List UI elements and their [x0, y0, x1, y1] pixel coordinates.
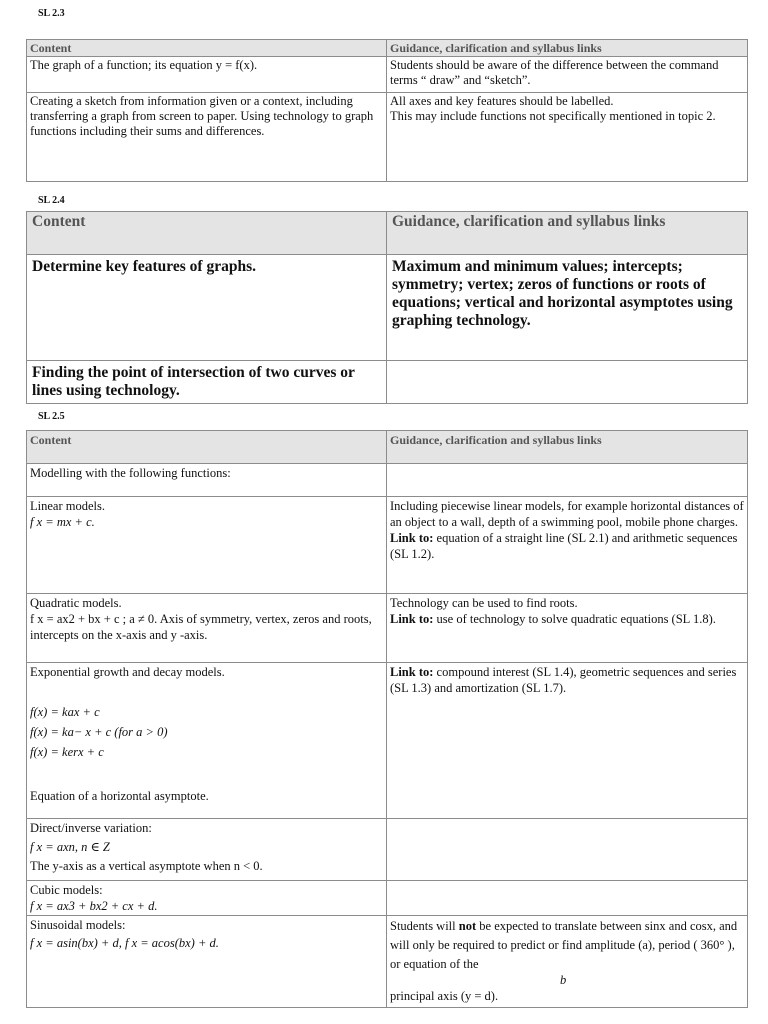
content-cell	[27, 663, 387, 819]
guidance-cell	[387, 497, 748, 594]
model-title: Direct/inverse variation:	[30, 821, 152, 835]
link-detail: compound interest (SL 1.4), geometric sequences and series (SL 1.3) and amortization (SL 1.7).	[390, 665, 737, 695]
table-header-row	[27, 431, 748, 464]
section-label-sl-2-4: SL 2.4	[38, 195, 65, 206]
model-title: Linear models.	[30, 499, 105, 513]
guidance-text-part: principal axis (y = d).	[390, 989, 499, 1003]
guidance-cell: Students should be aware of the difference between the command terms “ draw” and “sketch”.	[387, 57, 748, 93]
model-title: Exponential growth and decay models.	[30, 665, 225, 679]
link-detail: equation of a straight line (SL 2.1) and arithmetic sequences (SL 1.2).	[390, 531, 738, 561]
equation: f(x) = kerx + c	[30, 745, 104, 759]
equation: f(x) = kax + c	[30, 705, 100, 719]
model-detail: The y-axis as a vertical asymptote when n < 0.	[30, 859, 263, 873]
guidance-header: Guidance, clarification and syllabus links	[387, 431, 748, 464]
model-detail: Equation of a horizontal asymptote.	[30, 789, 209, 803]
table-row-linear	[27, 497, 748, 594]
content-cell: Determine key features of graphs.	[27, 255, 387, 361]
guidance-text-part: Students will	[390, 919, 459, 933]
table-sl-2-3	[26, 39, 748, 182]
guidance-cell: Maximum and minimum values; intercepts; symmetry; vertex; zeros of functions or roots of equations; vertical and horizontal asymptotes using graphing technology.	[387, 255, 748, 361]
table-row-exponential	[27, 663, 748, 819]
guidance-cell	[387, 819, 748, 881]
content-cell	[27, 819, 387, 881]
equation: f x = mx + c.	[30, 515, 95, 529]
content-cell: Modelling with the following functions:	[27, 464, 387, 497]
guidance-text: All axes and key features should be labelled.	[390, 94, 614, 108]
content-cell	[27, 497, 387, 594]
content-cell: Finding the point of intersection of two curves or lines using technology.	[27, 361, 387, 404]
guidance-cell	[387, 93, 748, 182]
guidance-text: Including piecewise linear models, for example horizontal distances of an object to a wall, depth of a swimming pool, mobile phone charges.	[390, 499, 744, 529]
table-row	[27, 93, 748, 182]
section-label-sl-2-3: SL 2.3	[38, 8, 65, 19]
guidance-text: This may include functions not specifically mentioned in topic 2.	[390, 109, 716, 123]
model-title: Quadratic models.	[30, 596, 122, 610]
guidance-text	[390, 917, 744, 974]
model-title: Cubic models:	[30, 883, 103, 897]
table-row	[27, 464, 748, 497]
table-sl-2-4	[26, 211, 748, 404]
section-label-sl-2-5: SL 2.5	[38, 411, 65, 422]
table-row	[27, 255, 748, 361]
guidance-cell	[387, 464, 748, 497]
content-header: Content	[27, 212, 387, 255]
table-header-row	[27, 40, 748, 57]
guidance-cell	[387, 881, 748, 916]
guidance-header: Guidance, clarification and syllabus links	[387, 40, 748, 57]
link-label: Link to:	[390, 665, 434, 679]
content-header: Content	[27, 40, 387, 57]
content-cell: Creating a sketch from information given or a context, including transferring a graph from screen to paper. Using technology to graph functions including their sums and differences.	[27, 93, 387, 182]
guidance-text-part: be expected to translate between sinx and cosx, and will only be required to predict or find amplitude (a), period ( 360° ), or equation of the	[390, 919, 738, 971]
content-header: Content	[27, 431, 387, 464]
table-row-cubic	[27, 881, 748, 916]
table-row-sinusoidal	[27, 916, 748, 1008]
link-text	[390, 664, 744, 696]
link-text	[390, 611, 744, 627]
equation: f x = axn, n ∈ Z	[30, 840, 110, 854]
table-row-quadratic	[27, 594, 748, 663]
content-cell	[27, 594, 387, 663]
link-label: Link to:	[390, 612, 434, 626]
content-cell	[27, 881, 387, 916]
table-row	[27, 361, 748, 404]
guidance-cell	[387, 594, 748, 663]
equation: f x = ax3 + bx2 + cx + d.	[30, 899, 158, 913]
guidance-text: Technology can be used to find roots.	[390, 596, 578, 610]
equation: f x = asin(bx) + d, f x = acos(bx) + d.	[30, 936, 219, 950]
model-detail: f x = ax2 + bx + c ; a ≠ 0. Axis of symmetry, vertex, zeros and roots, intercepts on the x-axis and y -axis.	[30, 612, 372, 642]
guidance-cell	[387, 361, 748, 404]
table-sl-2-5	[26, 430, 748, 1008]
guidance-cell	[387, 916, 748, 1008]
link-detail: use of technology to solve quadratic equations (SL 1.8).	[433, 612, 716, 626]
period-denominator: b	[560, 973, 567, 987]
link-label: Link to:	[390, 531, 434, 545]
equation: f(x) = ka− x + c (for a > 0)	[30, 725, 168, 739]
content-cell: The graph of a function; its equation y = f(x).	[27, 57, 387, 93]
table-row	[27, 57, 748, 93]
guidance-header: Guidance, clarification and syllabus links	[387, 212, 748, 255]
emphasis-not: not	[458, 919, 477, 933]
guidance-cell	[387, 663, 748, 819]
table-row-direct-inverse	[27, 819, 748, 881]
table-header-row	[27, 212, 748, 255]
content-cell	[27, 916, 387, 1008]
model-title: Sinusoidal models:	[30, 918, 126, 932]
link-text	[390, 530, 744, 562]
